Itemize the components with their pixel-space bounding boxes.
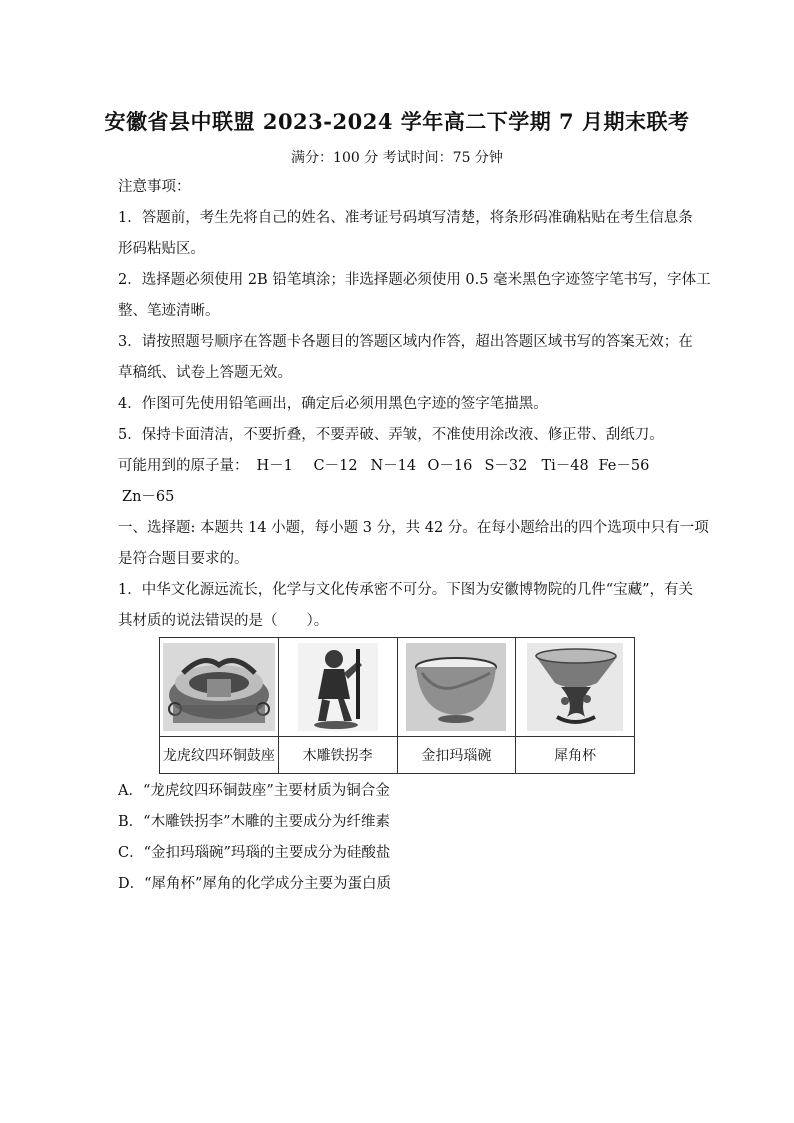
section-heading-cont: 是符合题目要求的。 — [118, 551, 249, 567]
option-c: C．“金扣玛瑙碗”玛瑙的主要成分为硅酸盐 — [118, 845, 391, 861]
artifact-caption: 龙虎纹四环铜鼓座 — [160, 737, 279, 774]
atomic-mass-extra: Zn－65 — [122, 489, 175, 505]
notice-line: 5．保持卡面清洁，不要折叠，不要弄破、弄皱，不准使用涂改液、修正带、刮纸刀。 — [118, 427, 664, 443]
wood-carving-image — [298, 643, 378, 731]
notice-heading: 注意事项： — [118, 179, 191, 195]
notice-line: 4．作图可先使用铅笔画出，确定后必须用黑色字迹的签字笔描黑。 — [118, 396, 548, 412]
atomic-mass-item: O－16 — [427, 458, 473, 474]
atomic-mass-item: S－32 — [484, 458, 528, 474]
artifact-table — [159, 637, 635, 774]
artifact-cell — [397, 638, 516, 737]
notice-line: 形码粘贴区。 — [118, 241, 205, 257]
atomic-mass-list — [118, 451, 678, 482]
answer-options — [118, 776, 391, 900]
atomic-mass-item: Ti－48 — [541, 458, 589, 474]
notice-line: 整、笔迹清晰。 — [118, 303, 220, 319]
exam-subtitle: 满分：100 分 考试时间：75 分钟 — [291, 150, 503, 166]
atomic-mass-label: 可能用到的原子量： — [118, 458, 249, 474]
option-d: D．“犀角杯”犀角的化学成分主要为蛋白质 — [118, 876, 391, 892]
notice-section — [118, 172, 711, 637]
artifact-caption: 金扣玛瑙碗 — [397, 737, 516, 774]
artifact-cell — [516, 638, 635, 737]
option-a: A．“龙虎纹四环铜鼓座”主要材质为铜合金 — [118, 783, 390, 799]
notice-line: 3．请按照题号顺序在答题卡各题目的答题区域内作答，超出答题区域书写的答案无效；在 — [118, 334, 693, 350]
question-stem: 1．中华文化源远流长，化学与文化传承密不可分。下图为安徽博物院的几件“宝藏”，有关 — [118, 582, 694, 598]
exam-title: 安徽省县中联盟 2023-2024 学年高二下学期 7 月期末联考 — [104, 109, 690, 134]
bronze-drum-seat-image — [163, 643, 275, 731]
notice-line: 1．答题前，考生先将自己的姓名、准考证号码填写清楚，将条形码准确粘贴在考生信息条 — [118, 210, 693, 226]
agate-bowl-image — [406, 643, 506, 731]
question-stem-cont: 其材质的说法错误的是（ ）。 — [118, 613, 329, 629]
option-b: B．“木雕铁拐李”木雕的主要成分为纤维素 — [118, 814, 390, 830]
atomic-mass-item: C－12 — [313, 458, 358, 474]
atomic-mass-item: N－14 — [370, 458, 417, 474]
notice-line: 2．选择题必须使用 2B 铅笔填涂；非选择题必须使用 0.5 毫米黑色字迹签字笔书写，字体工 — [118, 272, 711, 288]
rhino-horn-cup-image — [527, 643, 623, 731]
notice-line: 草稿纸、试卷上答题无效。 — [118, 365, 292, 381]
artifact-caption: 木雕铁拐李 — [278, 737, 397, 774]
artifact-caption: 犀角杯 — [516, 737, 635, 774]
atomic-mass-item: Fe－56 — [598, 458, 650, 474]
artifact-cell — [278, 638, 397, 737]
section-heading: 一、选择题: 本题共 14 小题，每小题 3 分，共 42 分。在每小题给出的四个选项中只有一项 — [118, 520, 709, 536]
atomic-mass-item: H－1 — [256, 458, 293, 474]
artifact-cell — [160, 638, 279, 737]
